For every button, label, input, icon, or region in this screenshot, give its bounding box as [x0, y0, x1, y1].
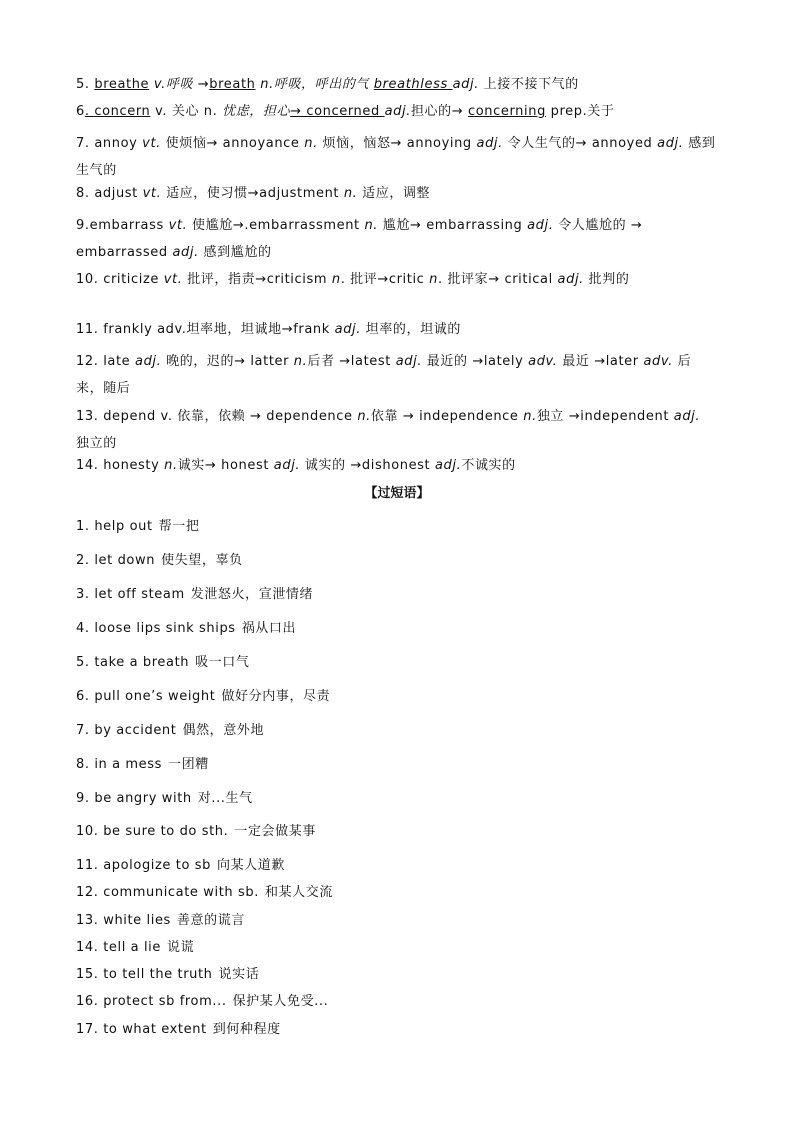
word-entry-segment: 忧虑，担心 [222, 104, 291, 119]
phrase-english: 8. in a mess [76, 757, 163, 772]
word-entry-segment: 晚的，迟的→ latter [161, 354, 294, 369]
phrase-english: 4. loose lips sink ships [76, 621, 236, 636]
word-entry-segment: prep.关于 [545, 104, 615, 119]
phrase-item-12 [76, 884, 716, 902]
word-entry-segment: 感到生气的 [76, 136, 716, 178]
word-entry-segment: 令人尴尬的 → embarrassed [76, 218, 643, 260]
word-entry-segment: 烦恼，恼怒→ annoying [317, 136, 477, 151]
word-entry-segment: 10. criticize [76, 272, 164, 287]
word-entry-segment: n. [357, 409, 371, 424]
word-entry-segment: 批判的 [583, 272, 630, 287]
word-entry-14 [76, 457, 716, 475]
phrase-item-9 [76, 790, 716, 808]
word-entry-segment: 9.embarrass [76, 218, 169, 233]
phrase-english: 2. let down [76, 553, 156, 568]
phrase-chinese: 发泄怒火，宣泄情绪 [190, 587, 314, 602]
word-entry-13 [76, 403, 716, 457]
phrase-english: 5. take a breath [76, 655, 190, 670]
phrase-item-7 [76, 722, 716, 740]
word-entry-9 [76, 212, 716, 266]
phrase-item-15 [76, 966, 716, 984]
word-entry-segment: breathless [373, 77, 453, 92]
word-entry-segment: → concerned [290, 104, 385, 119]
word-entry-11 [76, 321, 716, 339]
word-entry-segment: v.呼吸 [149, 77, 198, 92]
phrase-item-5 [76, 654, 716, 672]
phrase-chinese: 说实话 [218, 967, 260, 982]
word-entry-segment: 适应，使习惯→adjustment [161, 186, 344, 201]
phrase-chinese: 到何种程度 [212, 1022, 281, 1037]
phrase-english: 14. tell a lie [76, 940, 161, 955]
phrase-chinese: 祸从口出 [241, 621, 297, 636]
word-entry-segment: 使尴尬→.embarrassment [187, 218, 365, 233]
word-entry-segment: 感到尴尬的 [198, 245, 272, 260]
word-entry-segment: n. [523, 409, 537, 424]
phrase-chinese: 说谎 [166, 940, 195, 955]
word-entry-segment: adj. [657, 136, 684, 151]
phrase-item-6 [76, 688, 716, 706]
word-entry-segment: 尴尬→ embarrassing [378, 218, 528, 233]
phrase-item-8 [76, 756, 716, 774]
word-entry-segment: breathe [94, 77, 150, 92]
phrase-english: 13. white lies [76, 913, 171, 928]
word-entry-8 [76, 185, 716, 203]
phrase-english: 17. to what extent [76, 1022, 207, 1037]
phrase-chinese: 使失望，辜负 [161, 553, 243, 568]
phrase-english: 12. communicate with sb. [76, 885, 259, 900]
phrase-item-16 [76, 993, 716, 1011]
phrase-item-1 [76, 518, 716, 536]
word-entry-segment: 后者 →latest [307, 354, 396, 369]
word-entry-segment: vt. [163, 272, 183, 287]
word-entry-segment: 独立的 [76, 436, 117, 451]
phrase-chinese: 做好分内事，尽责 [221, 689, 331, 704]
phrase-english: 1. help out [76, 519, 153, 534]
word-entry-segment: adj. [434, 458, 462, 473]
phrase-item-17 [76, 1021, 716, 1039]
phrase-chinese: 偶然，意外地 [182, 723, 265, 738]
word-entry-segment: adj. [172, 245, 199, 260]
word-entry-segment: 诚实→ honest [177, 458, 274, 473]
phrases-heading: 【过短语】 [364, 486, 430, 501]
word-entry-segment: 依靠 → independence [370, 409, 524, 424]
phrase-english: 15. to tell the truth [76, 967, 213, 982]
phrase-chinese: 对...生气 [197, 791, 253, 806]
phrase-english: 9. be angry with [76, 791, 192, 806]
word-entry-segment: 8. adjust [76, 186, 143, 201]
word-entry-segment: adj. [273, 458, 301, 473]
phrase-chinese: 向某人道歉 [216, 858, 285, 873]
word-entry-segment: 6 [76, 104, 85, 119]
phrase-item-4 [76, 620, 716, 638]
phrase-chinese: 吸一口气 [195, 655, 250, 670]
phrase-english: 16. protect sb from... [76, 994, 227, 1009]
word-entry-segment: adj. [452, 77, 479, 92]
word-entry-segment: 适应，调整 [357, 186, 431, 201]
word-entry-segment: . 批评家→ critical [437, 272, 558, 287]
word-entry-segment: 最近的 →lately [422, 354, 529, 369]
word-entry-segment: n [331, 272, 341, 287]
word-entry-5 [76, 76, 716, 94]
word-entry-segment: . concern [84, 104, 151, 119]
word-entry-segment: 最近 →later [557, 354, 644, 369]
phrase-english: 7. by accident [76, 723, 177, 738]
phrase-item-13 [76, 912, 716, 930]
word-entry-segment: 14. honesty [76, 458, 165, 473]
phrase-english: 6. pull one’s weight [76, 689, 216, 704]
word-entry-segment: vt. [168, 218, 188, 233]
word-entry-segment: adj. [395, 354, 423, 369]
word-entry-segment: v. 关心 n. [150, 104, 223, 119]
phrase-chinese: 和某人交流 [264, 885, 333, 900]
word-entry-segment: 11. frankly adv.坦率地，坦诚地→frank [76, 322, 335, 337]
word-entry-segment: 坦率的，坦诚的 [361, 322, 461, 337]
word-entry-segment: 令人生气的→ annoyed [502, 136, 658, 151]
word-entry-segment: vt. [142, 136, 161, 151]
word-entry-segment: 7. annoy [76, 136, 143, 151]
word-entry-segment: adj. [384, 104, 411, 119]
word-entry-segment: 5. [76, 77, 95, 92]
word-entry-segment: adj. [135, 354, 162, 369]
word-entry-7 [76, 130, 716, 184]
word-entry-segment: adv. [528, 354, 558, 369]
phrase-chinese: 一定会做某事 [234, 824, 316, 839]
word-entry-segment: 13. depend v. 依靠，依赖 → dependence [76, 409, 358, 424]
word-entry-12 [76, 348, 716, 402]
word-entry-segment: . 批评→critic [340, 272, 430, 287]
word-entry-segment: 批评，指责→criticism [182, 272, 332, 287]
phrase-item-10 [76, 823, 716, 841]
word-entry-segment: 使烦恼→ annoyance [160, 136, 305, 151]
phrase-chinese: 一团糟 [168, 757, 209, 772]
word-entry-segment: 独立 →independent [536, 409, 674, 424]
word-entry-segment: n [429, 272, 438, 287]
word-entry-segment: 12. late [76, 354, 136, 369]
phrase-chinese: 保护某人免受... [232, 994, 329, 1009]
word-entry-6 [76, 103, 716, 121]
word-entry-segment: n. [164, 458, 178, 473]
word-entry-segment: adv. [643, 354, 673, 369]
word-entry-segment: n. [343, 186, 358, 201]
phrase-item-2 [76, 552, 716, 570]
word-entry-segment: 不诚实的 [461, 458, 516, 473]
phrase-item-11 [76, 857, 716, 875]
word-entry-segment: 担心的→ [410, 104, 468, 119]
word-entry-segment: n.呼吸，呼出的气 [255, 77, 374, 92]
word-entry-segment: n. [364, 218, 379, 233]
word-entry-segment: 上接不接下气的 [478, 77, 579, 92]
word-entry-segment: concerning [467, 104, 546, 119]
word-entry-segment: → [197, 77, 210, 92]
word-entry-segment: adj. [673, 409, 701, 424]
phrase-chinese: 善意的谎言 [176, 913, 245, 928]
word-entry-segment: adj. [527, 218, 554, 233]
word-entry-segment: 后来，随后 [76, 354, 692, 396]
phrase-chinese: 帮一把 [158, 519, 200, 534]
word-entry-segment: breath [209, 77, 256, 92]
word-entry-segment: 诚实的 →dishonest [300, 458, 435, 473]
phrase-item-14 [76, 939, 716, 957]
phrase-english: 11. apologize to sb [76, 858, 211, 873]
word-entry-segment: adj. [557, 272, 584, 287]
phrase-english: 3. let off steam [76, 587, 185, 602]
phrase-item-3 [76, 586, 716, 604]
word-entry-segment: n. [293, 354, 308, 369]
word-entry-segment: adj. [334, 322, 361, 337]
word-entry-segment: vt. [142, 186, 162, 201]
word-entry-segment: adj. [476, 136, 503, 151]
phrase-english: 10. be sure to do sth. [76, 824, 229, 839]
word-entry-10 [76, 266, 716, 293]
word-entry-segment: n. [304, 136, 318, 151]
